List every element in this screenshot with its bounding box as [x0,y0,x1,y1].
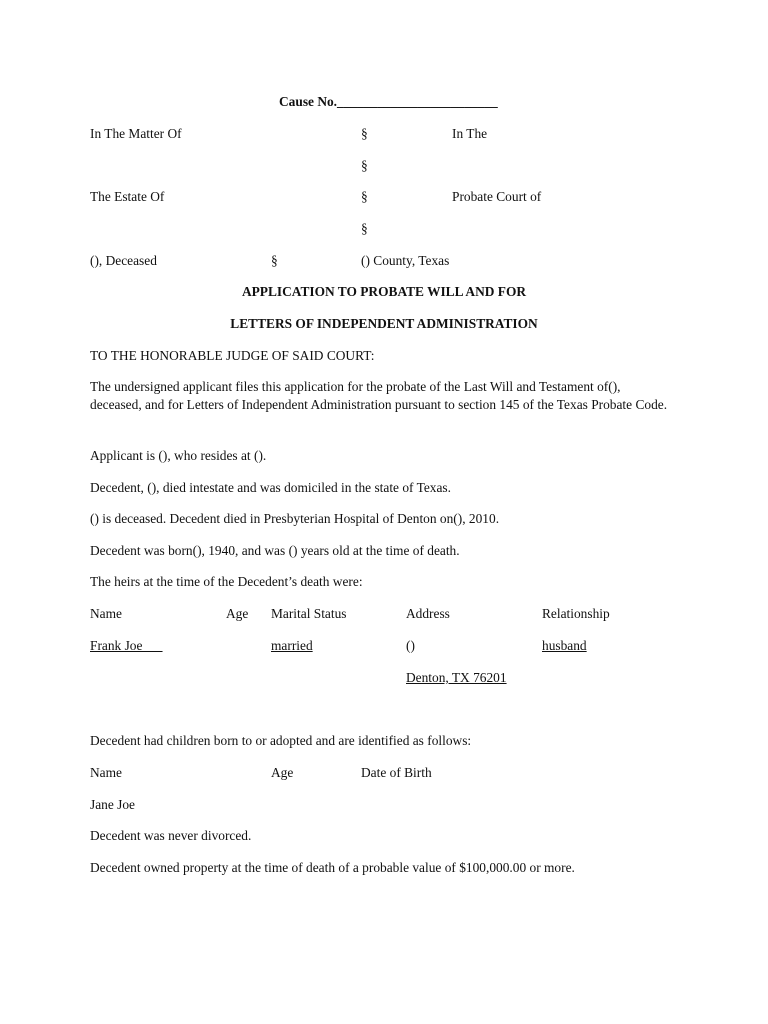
children-header-dob: Date of Birth [361,765,432,780]
caption-probate-court: Probate Court of [452,189,542,204]
heirs-intro: The heirs at the time of the Decedent’s death were: [90,574,363,589]
heirs-header-address: Address [406,606,450,621]
death-paragraph: () is deceased. Decedent died in Presbyterian Hospital of Denton on(), 2010. [90,511,500,526]
children-intro: Decedent had children born to or adopted and are identified as follows: [90,733,472,748]
caption-deceased: (), Deceased [90,253,157,268]
caption-county: () County, Texas [361,253,450,268]
child-name: Jane Joe [90,797,135,812]
children-header-age: Age [271,765,294,780]
heirs-header-marital: Marital Status [271,606,347,621]
document-title-line1: APPLICATION TO PROBATE WILL AND FOR [241,284,527,299]
caption-in-the: In The [452,126,488,141]
salutation: TO THE HONORABLE JUDGE OF SAID COURT: [90,348,375,363]
children-header-name: Name [90,765,122,780]
caption-estate-of: The Estate Of [90,189,165,204]
applicant-paragraph: Applicant is (), who resides at (). [90,448,267,463]
heir-address-line2: Denton, TX 76201 [406,670,507,685]
domicile-paragraph: Decedent, (), died intestate and was domiciled in the state of Texas. [90,480,451,495]
heirs-header-age: Age [226,606,249,621]
cause-number: Cause No.________________________ [279,94,498,109]
born-paragraph: Decedent was born(), 1940, and was () years old at the time of death. [90,543,460,558]
caption-matter-of: In The Matter Of [90,126,182,141]
heirs-header-name: Name [90,606,122,621]
property-paragraph: Decedent owned property at the time of death of a probable value of $100,000.00 or more. [90,860,575,875]
section-symbol: § [271,253,278,268]
section-symbol: § [361,126,368,141]
heir-marital: married [271,638,313,653]
section-symbol: § [361,189,368,204]
heir-relationship: husband [542,638,587,653]
heirs-header-relationship: Relationship [542,606,610,621]
heir-name: Frank Joe [90,638,163,653]
section-symbol: § [361,158,368,173]
document-title-line2: LETTERS OF INDEPENDENT ADMINISTRATION [230,316,538,331]
heir-address-line1: () [406,638,415,653]
intro-paragraph: The undersigned applicant files this application for the probate of the Last Will and Testament of(), deceased, and for Letters of Independent Administration pursuant to section 145 of the Texas Probate Code. [90,379,668,412]
divorce-paragraph: Decedent was never divorced. [90,828,252,843]
section-symbol: § [361,221,368,236]
